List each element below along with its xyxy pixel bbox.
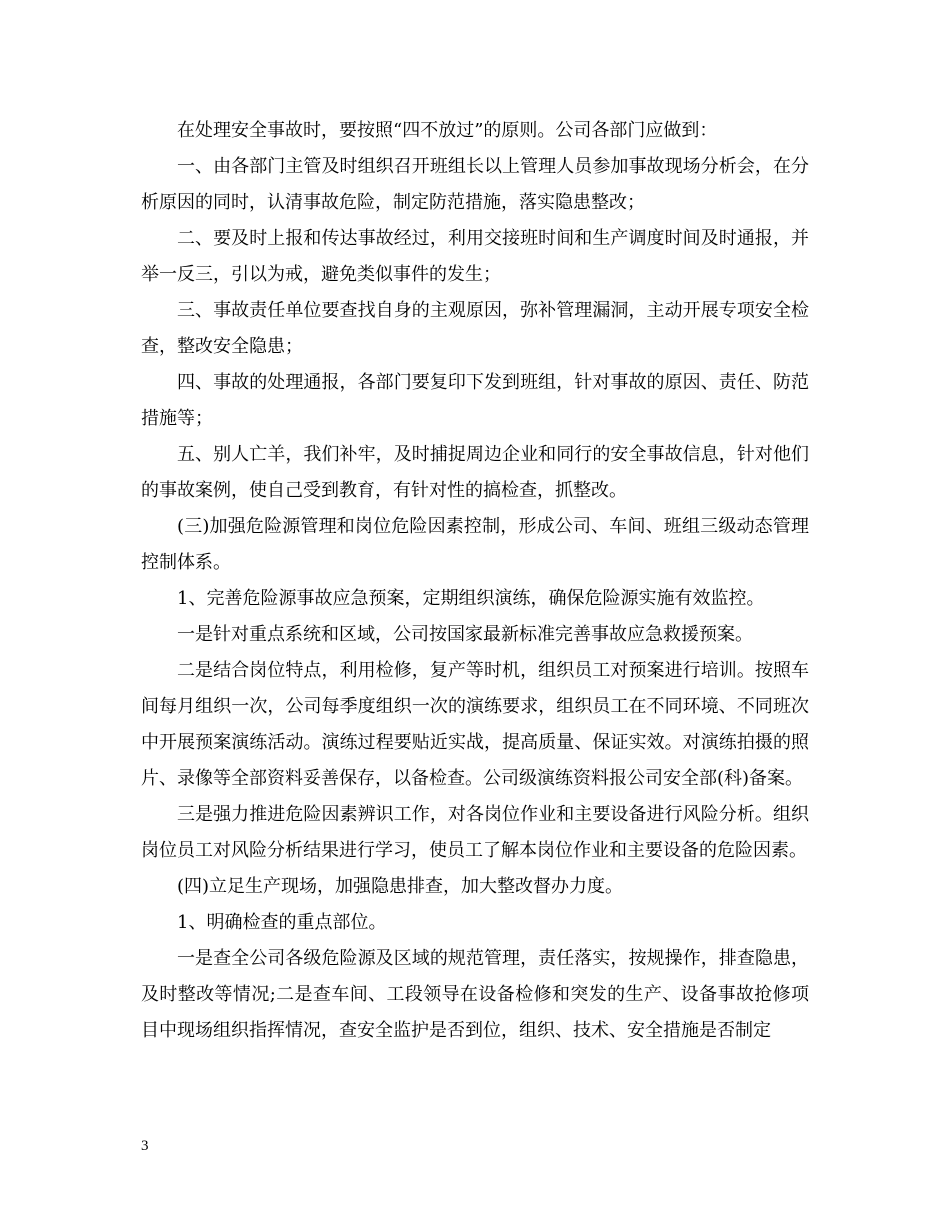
paragraph-8: 1、完善危险源事故应急预案，定期组织演练，确保危险源实施有效监控。 (177, 588, 765, 609)
paragraph-9: 一是针对重点系统和区域，公司按国家最新标准完善事故应急救援预案。 (177, 624, 753, 645)
paragraph-2: 一、由各部门主管及时组织召开班组长以上管理人员参加事故现场分析会，在分析原因的同时，认清事故危险，制定防范措施，落实隐患整改； (141, 156, 809, 213)
document-body (141, 113, 809, 1049)
paragraph-6: 五、别人亡羊，我们补牢，及时捕捉周边企业和同行的安全事故信息，针对他们的事故案例，使自己受到教育，有针对性的搞检查，抓整改。 (141, 444, 809, 501)
paragraph-11: 三是强力推进危险因素辨识工作，对各岗位作业和主要设备进行风险分析。组织岗位员工对风险分析结果进行学习，使员工了解本岗位作业和主要设备的危险因素。 (141, 804, 809, 861)
paragraph-7: (三)加强危险源管理和岗位危险因素控制，形成公司、车间、班组三级动态管理控制体系。 (141, 516, 809, 573)
paragraph-4: 三、事故责任单位要查找自身的主观原因，弥补管理漏洞，主动开展专项安全检查，整改安全隐患； (141, 300, 809, 357)
paragraph-3: 二、要及时上报和传达事故经过，利用交接班时间和生产调度时间及时通报，并举一反三，引以为戒，避免类似事件的发生； (141, 228, 809, 285)
paragraph-14: 一是查全公司各级危险源及区域的规范管理，责任落实，按规操作，排查隐患，及时整改等情况;二是查车间、工段领导在设备检修和突发的生产、设备事故抢修项目中现场组织指挥情况，查安全监护是否到位，组织、技术、安全措施是否制定 (141, 948, 809, 1041)
page-number: 3 (141, 1138, 149, 1154)
paragraph-13: 1、明确检查的重点部位。 (177, 912, 387, 933)
paragraph-5: 四、事故的处理通报，各部门要复印下发到班组，针对事故的原因、责任、防范措施等； (141, 372, 809, 429)
paragraph-12: (四)立足生产现场，加强隐患排查，加大整改督办力度。 (177, 876, 624, 897)
paragraph-1: 在处理安全事故时，要按照“四不放过”的原则。公司各部门应做到： (177, 120, 718, 141)
paragraph-10: 二是结合岗位特点，利用检修，复产等时机，组织员工对预案进行培训。按照车间每月组织一次，公司每季度组织一次的演练要求，组织员工在不同环境、不同班次中开展预案演练活动。演练过程要贴近实战，提高质量、保证实效。对演练拍摄的照片、录像等全部资料妥善保存，以备检查。公司级演练资料报公司安全部(科)备案。 (141, 660, 809, 789)
